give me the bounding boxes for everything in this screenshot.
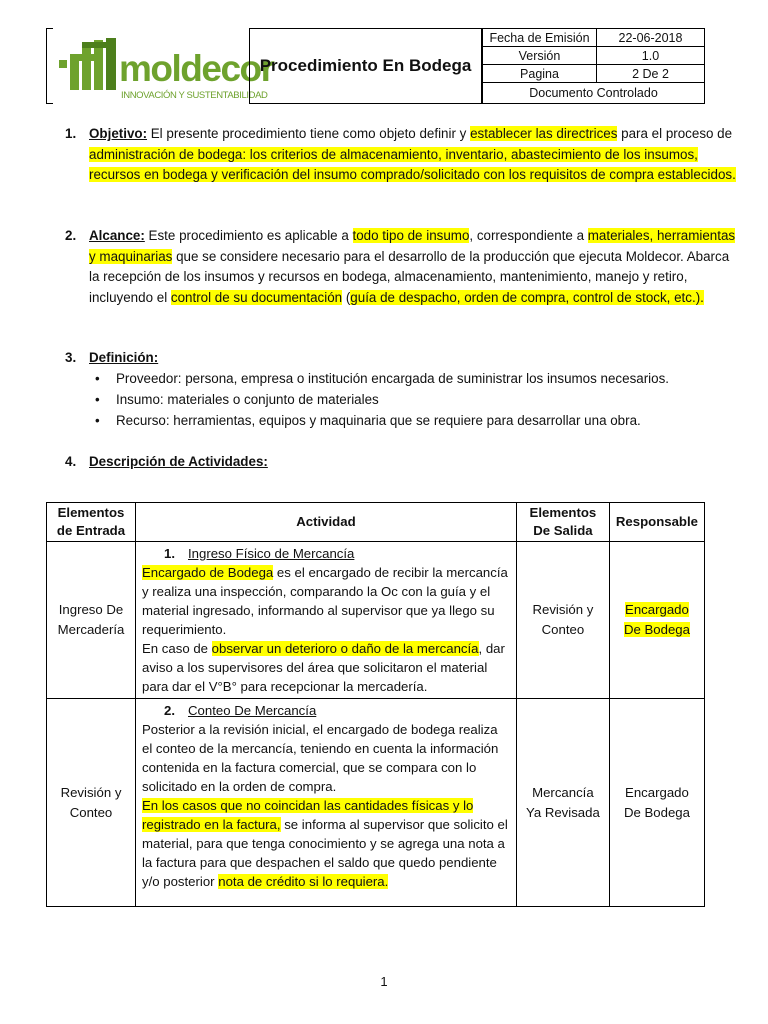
column-header: Actividad	[136, 503, 517, 542]
text-run: (	[342, 289, 351, 305]
meta-label: Pagina	[483, 65, 597, 83]
highlighted-text: En los casos que no coincidan las cantidades físicas y lo registrado en la factura,	[142, 798, 474, 832]
definition-item	[95, 369, 670, 390]
salida-cell: Revisión y Conteo	[516, 542, 609, 699]
actividad-cell	[136, 699, 517, 907]
text-run: que se considere necesario para el desarrollo de la producción que ejecuta Moldecor. Abarca la recepción de los insumos y recursos en bodega, almacenamiento, mantenimiento, manejo y retiro, incluyendo el	[89, 248, 730, 305]
column-header: Responsable	[609, 503, 704, 542]
document-title: Procedimiento En Bodega	[249, 28, 482, 104]
table-header-row	[47, 503, 705, 542]
column-header: Elementos de Entrada	[47, 503, 136, 542]
document-header	[46, 28, 705, 104]
text-run: se informa al supervisor que solicito el material, para que tenga conocimiento y se agrega una nota a la factura para que despachen el saldo que quedo pendiente y/o posterior	[142, 817, 508, 889]
definition-text: Recurso: herramientas, equipos y maquinaria que se requiere para desarrollar una obra.	[116, 413, 641, 428]
step-title	[142, 544, 510, 563]
definition-item	[95, 411, 641, 432]
step-paragraph	[142, 796, 510, 891]
table-row	[47, 699, 705, 907]
entrada-cell: Revisión y Conteo	[47, 699, 136, 907]
step-title-text: Conteo De Mercancía	[188, 703, 317, 718]
section-title: Alcance:	[89, 228, 145, 243]
step-title-text: Ingreso Físico de Mercancía	[188, 546, 355, 561]
section-text	[89, 124, 739, 186]
step-number: 1.	[164, 546, 175, 561]
meta-row	[483, 47, 705, 65]
text-run: es el encargado de recibir la mercancía y realiza una inspección, comparando la Oc con la guía y el material ingresado, informando al supervisor que ya llego su requerimiento.	[142, 565, 508, 637]
highlighted-text: todo tipo de insumo	[352, 228, 470, 243]
text-run: El presente procedimiento tiene como objeto definir y	[147, 126, 471, 141]
section-title: Definición:	[89, 350, 159, 365]
highlighted-text: guía de despacho, orden de compra, control de stock, etc.).	[350, 289, 704, 305]
step-title	[142, 701, 510, 720]
meta-label: Versión	[483, 47, 597, 65]
company-logo	[57, 32, 274, 101]
section-title: Descripción de Actividades:	[89, 454, 268, 469]
section-number: 3.	[65, 350, 77, 365]
highlighted-text: Encargado De Bodega	[623, 602, 690, 637]
text-run: , dar aviso a los supervisores del área que solicitaron el material para dar el V°B° para recepcionar la mercadería.	[142, 641, 505, 694]
section-number: 4.	[65, 454, 77, 469]
page-number: 1	[380, 974, 388, 989]
controlled-label: Documento Controlado	[483, 83, 705, 104]
text-run: En caso de	[142, 641, 212, 656]
step-paragraph	[142, 720, 510, 796]
table-row	[47, 542, 705, 699]
actividad-cell	[136, 542, 517, 699]
highlighted-text: establecer las directrices	[470, 126, 618, 141]
responsable-cell	[609, 542, 704, 699]
section-title: Objetivo:	[89, 126, 148, 141]
meta-value: 22-06-2018	[597, 29, 705, 47]
highlighted-text: Encargado de Bodega	[142, 565, 274, 580]
logo-wordmark: moldecor	[119, 48, 274, 89]
meta-value: 2 De 2	[597, 65, 705, 83]
logo-tagline: INNOVACIÓN Y SUSTENTABILIDAD	[121, 90, 268, 101]
step-paragraph	[142, 563, 510, 639]
section-text	[89, 452, 739, 473]
definition-text: Proveedor: persona, empresa o institución encargada de suministrar los insumos necesarios.	[116, 371, 670, 386]
step-number: 2.	[164, 703, 175, 718]
highlighted-text: nota de crédito si lo requiera.	[218, 874, 389, 889]
bullet-icon: •	[95, 392, 100, 407]
text-run: , correspondiente a	[469, 228, 588, 243]
logo-cell	[46, 28, 274, 104]
meta-row	[483, 83, 705, 104]
column-header: Elementos De Salida	[516, 503, 609, 542]
section-number: 1.	[65, 126, 77, 141]
bullet-icon: •	[95, 371, 100, 386]
meta-label: Fecha de Emisión	[483, 29, 597, 47]
salida-cell: Mercancía Ya Revisada	[516, 699, 609, 907]
highlighted-text: materiales, herramientas y maquinarias	[89, 228, 736, 264]
document-meta-table	[482, 28, 705, 104]
meta-row	[483, 65, 705, 83]
text-run: Este procedimiento es aplicable a	[144, 228, 353, 243]
section-text	[89, 348, 739, 369]
meta-row	[483, 29, 705, 47]
text-run: Posterior a la revisión inicial, el encargado de bodega realiza el conteo de la mercancía, teniendo en cuenta la información contenida en la factura comercial, que se compara con lo solicitado en la orden de compra.	[142, 722, 499, 794]
bullet-icon: •	[95, 413, 100, 428]
text-run: para el proceso de	[617, 126, 733, 141]
section-text	[89, 226, 739, 308]
highlighted-text: control de su documentación	[170, 289, 343, 305]
entrada-cell: Ingreso De Mercadería	[47, 542, 136, 699]
section-number: 2.	[65, 228, 77, 243]
highlighted-text: administración de bodega: los criterios de almacenamiento, inventario, abastecimiento de los insumos, recursos en bodega y verificación del insumo comprado/solicitado con los requisitos de compra establecidos.	[89, 146, 736, 182]
definition-item	[95, 390, 379, 411]
definition-text: Insumo: materiales o conjunto de materiales	[116, 392, 379, 407]
responsable-cell: Encargado De Bodega	[609, 699, 704, 907]
meta-value: 1.0	[597, 47, 705, 65]
activities-table	[46, 502, 705, 907]
logo-mark-icon	[57, 34, 119, 96]
step-paragraph	[142, 639, 510, 696]
highlighted-text: observar un deterioro o daño de la mercancía	[211, 641, 479, 656]
